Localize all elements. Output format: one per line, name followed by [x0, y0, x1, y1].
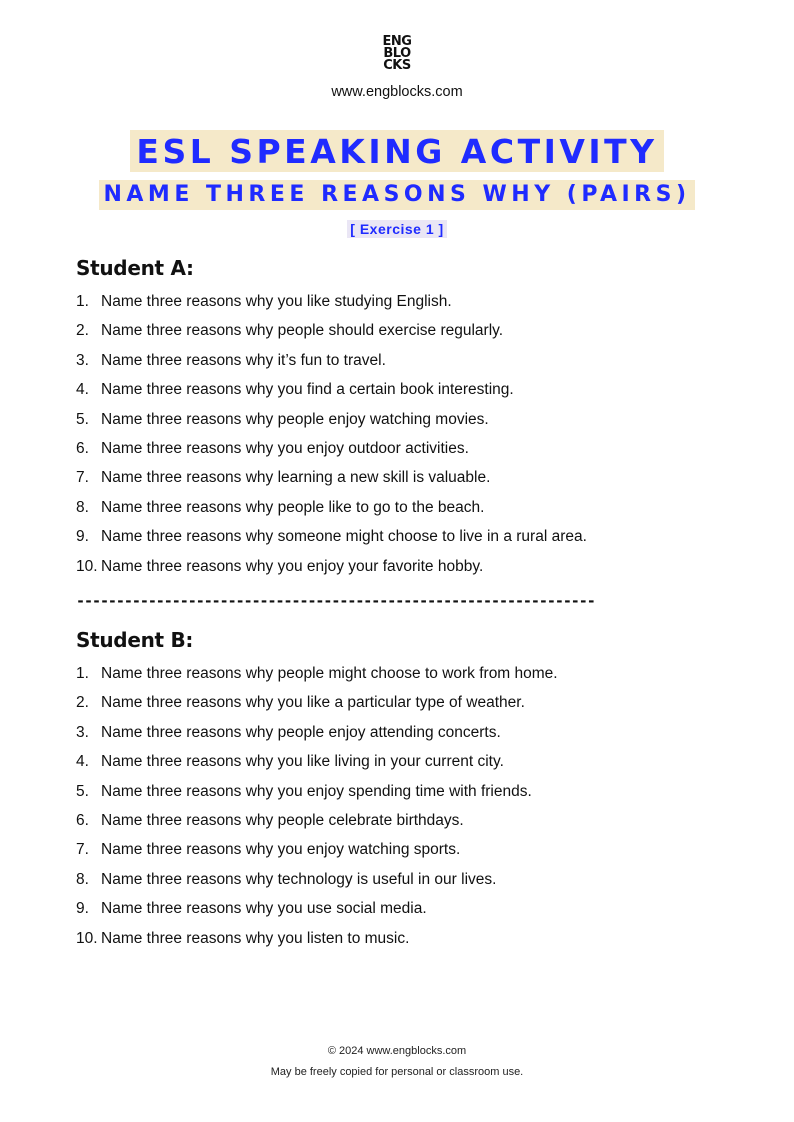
question-text: Name three reasons why someone might choose to live in a rural area. — [101, 528, 587, 546]
page-title: ESL SPEAKING ACTIVITY — [130, 130, 663, 172]
footer-copyright: © 2024 www.engblocks.com — [327, 1045, 467, 1057]
student-a-heading: Student A: — [76, 256, 194, 280]
question-item — [76, 380, 736, 409]
question-item — [76, 870, 736, 899]
student-b-heading: Student B: — [76, 628, 194, 652]
question-text: Name three reasons why you enjoy outdoor activities. — [101, 439, 469, 457]
student-b-questions — [76, 664, 736, 958]
question-number: 1. — [76, 665, 89, 682]
question-number: 2. — [76, 694, 89, 712]
exercise-label: [ Exercise 1 ] — [347, 220, 446, 238]
site-url[interactable]: www.engblocks.com — [331, 84, 463, 100]
engblocks-logo — [0, 36, 794, 72]
logo-line: CKS — [383, 58, 411, 73]
footer-license: May be freely copied for personal or classroom use. — [270, 1066, 524, 1078]
question-item — [76, 439, 736, 468]
question-number: 10. — [76, 557, 98, 575]
question-text: Name three reasons why you enjoy watching sports. — [101, 841, 461, 859]
question-text: Name three reasons why people enjoy watching movies. — [101, 410, 489, 428]
title-container — [0, 130, 794, 172]
student-a-questions — [76, 292, 736, 586]
question-number: 5. — [76, 410, 89, 428]
page-subtitle: NAME THREE REASONS WHY (PAIRS) — [99, 180, 694, 210]
question-text: Name three reasons why you use social media. — [101, 900, 427, 918]
question-item — [76, 321, 736, 350]
question-text: Name three reasons why you like living in your current city. — [101, 753, 504, 771]
question-number: 7. — [76, 469, 89, 487]
question-item — [76, 693, 736, 722]
question-number: 5. — [76, 782, 89, 800]
question-item — [76, 782, 736, 811]
question-item — [76, 811, 736, 840]
question-number: 10. — [76, 929, 98, 947]
question-number: 6. — [76, 811, 89, 829]
question-item — [76, 752, 736, 781]
question-number: 6. — [76, 439, 89, 457]
logo-line: BLO — [383, 46, 411, 61]
question-text: Name three reasons why you enjoy spending time with friends. — [101, 782, 532, 800]
question-number: 8. — [76, 498, 89, 516]
question-item — [76, 468, 736, 497]
exercise-label-container — [0, 220, 794, 239]
question-text: Name three reasons why people might choose to work from home. — [101, 665, 558, 682]
question-text: Name three reasons why you like studying English. — [101, 293, 452, 310]
question-number: 8. — [76, 870, 89, 888]
section-divider: ----------------------------------------------------------------- — [76, 592, 595, 610]
question-text: Name three reasons why people should exercise regularly. — [101, 322, 504, 340]
question-text: Name three reasons why you find a certain book interesting. — [101, 381, 514, 399]
question-text: Name three reasons why people enjoy attending concerts. — [101, 723, 501, 741]
subtitle-container — [0, 180, 794, 210]
question-item — [76, 351, 736, 380]
question-text: Name three reasons why you listen to music. — [101, 929, 410, 947]
question-number: 7. — [76, 841, 89, 859]
question-number: 1. — [76, 293, 89, 310]
question-item — [76, 410, 736, 439]
question-item — [76, 723, 736, 752]
question-item — [76, 929, 736, 958]
question-text: Name three reasons why technology is useful in our lives. — [101, 870, 497, 888]
question-text: Name three reasons why people like to go to the beach. — [101, 498, 485, 516]
question-text: Name three reasons why people celebrate birthdays. — [101, 811, 464, 829]
question-number: 9. — [76, 528, 89, 546]
question-item — [76, 664, 736, 693]
question-text: Name three reasons why you like a particular type of weather. — [101, 694, 525, 712]
question-text: Name three reasons why it’s fun to travel. — [101, 351, 386, 369]
question-number: 4. — [76, 753, 89, 771]
question-text: Name three reasons why learning a new skill is valuable. — [101, 469, 491, 487]
question-item — [76, 840, 736, 869]
question-item — [76, 527, 736, 556]
question-number: 3. — [76, 351, 89, 369]
question-item — [76, 557, 736, 586]
question-item — [76, 498, 736, 527]
question-item — [76, 292, 736, 321]
question-number: 9. — [76, 900, 89, 918]
question-item — [76, 899, 736, 928]
question-number: 3. — [76, 723, 89, 741]
question-number: 2. — [76, 322, 89, 340]
question-text: Name three reasons why you enjoy your favorite hobby. — [101, 557, 484, 575]
question-number: 4. — [76, 381, 89, 399]
logo-line: ENG — [382, 34, 412, 49]
